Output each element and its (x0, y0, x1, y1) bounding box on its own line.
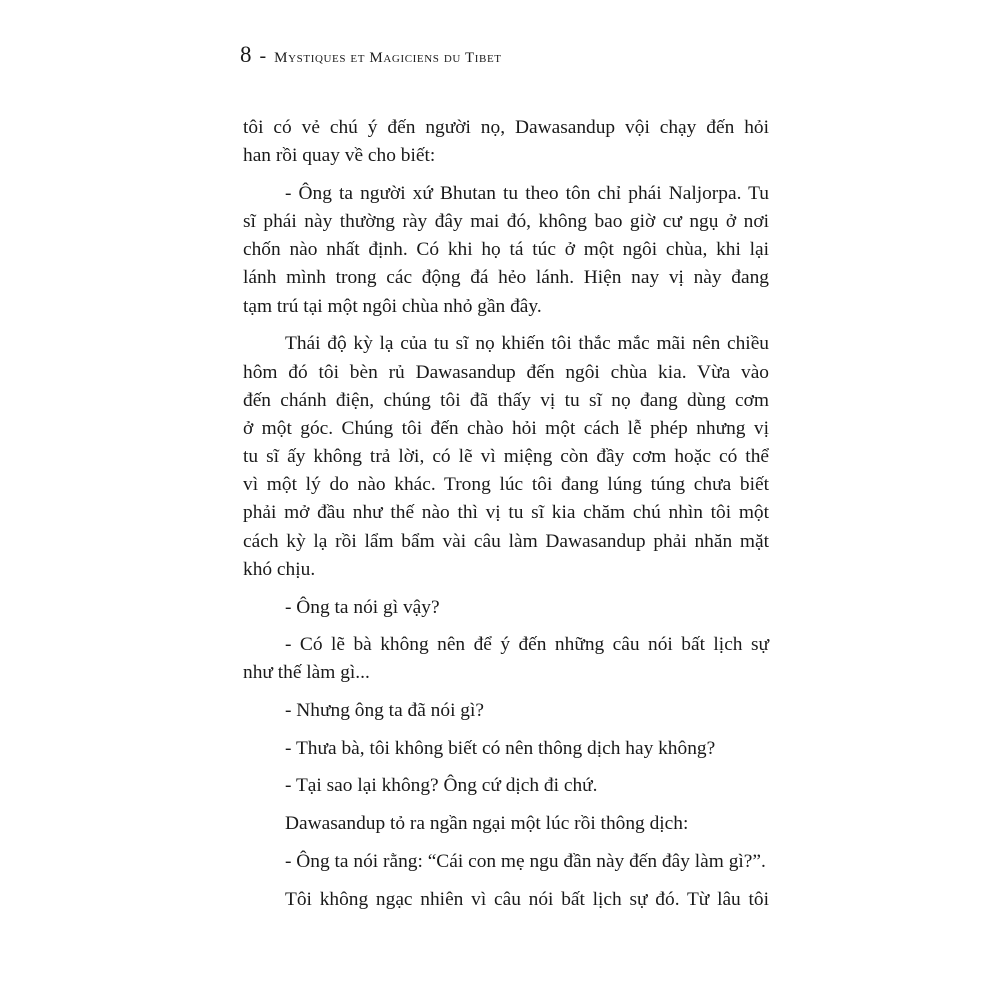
text-line: cách kỳ lạ rồi lẩm bẩm vài câu làm Dawasandup phải nhăn mặt (243, 530, 769, 552)
paragraph (243, 772, 769, 800)
text-line: - Thưa bà, tôi không biết có nên thông dịch hay không? (285, 737, 716, 759)
text-line: - Tại sao lại không? Ông cứ dịch đi chứ. (285, 775, 598, 797)
text-line: - Nhưng ông ta đã nói gì? (285, 700, 484, 722)
text-line: ở một góc. Chúng tôi đến chào hỏi một cách lễ phép nhưng vị (243, 417, 769, 439)
paragraph (243, 330, 769, 584)
page-body-text (243, 114, 769, 923)
paragraph (243, 180, 769, 321)
text-line: khó chịu. (243, 558, 316, 580)
running-header (240, 42, 502, 68)
paragraph (243, 697, 769, 725)
text-line: chốn nào nhất định. Có khi họ tá túc ở một ngôi chùa, khi lại (243, 239, 769, 261)
text-line: - Ông ta nói gì vậy? (285, 596, 440, 618)
paragraph (243, 810, 769, 838)
text-line: tạm trú tại một ngôi chùa nhỏ gần đây. (243, 295, 542, 317)
text-line: - Ông ta nói rằng: “Cái con mẹ ngu đần này đến đây làm gì?”. (285, 850, 766, 872)
text-line: - Ông ta người xứ Bhutan tu theo tôn chỉ phái Naljorpa. Tu (285, 182, 769, 204)
paragraph (243, 114, 769, 170)
text-line: đến chánh điện, chúng tôi đã thấy vị tu sĩ nọ đang dùng cơm (243, 389, 769, 411)
text-line: như thế làm gì... (243, 662, 370, 684)
text-line: sĩ phái này thường rày đây mai đó, không bao giờ cư ngụ ở nơi (243, 211, 769, 233)
header-separator: - (259, 45, 267, 67)
paragraph (243, 848, 769, 876)
text-line: hôm đó tôi bèn rủ Dawasandup đến ngôi chùa kia. Vừa vào (243, 361, 769, 383)
text-line: Thái độ kỳ lạ của tu sĩ nọ khiến tôi thắc mắc mãi nên chiều (285, 333, 769, 355)
text-line: tôi có vẻ chú ý đến người nọ, Dawasandup vội chạy đến hỏi (243, 117, 769, 138)
running-title: Mystiques et Magiciens du Tibet (274, 50, 502, 66)
paragraph (243, 594, 769, 622)
text-line: - Có lẽ bà không nên để ý đến những câu nói bất lịch sự (285, 634, 769, 656)
text-line: Dawasandup tỏ ra ngần ngại một lúc rồi thông dịch: (285, 813, 689, 835)
text-line: tu sĩ ấy không trả lời, có lẽ vì miệng còn đầy cơm hoặc có thể (243, 446, 769, 468)
text-line: phải mở đầu như thế nào thì vị tu sĩ kia chăm chú nhìn tôi một (243, 502, 769, 524)
text-line: Tôi không ngạc nhiên vì câu nói bất lịch sự đó. Từ lâu tôi (285, 888, 769, 910)
paragraph (243, 735, 769, 763)
paragraph (243, 631, 769, 687)
text-line: vì một lý do nào khác. Trong lúc tôi đang lúng túng chưa biết (243, 474, 769, 496)
page-number: 8 (240, 42, 252, 67)
text-line: lánh mình trong các động đá hẻo lánh. Hiện nay vị này đang (243, 267, 769, 289)
text-line: han rồi quay về cho biết: (243, 145, 436, 167)
paragraph (243, 886, 769, 914)
